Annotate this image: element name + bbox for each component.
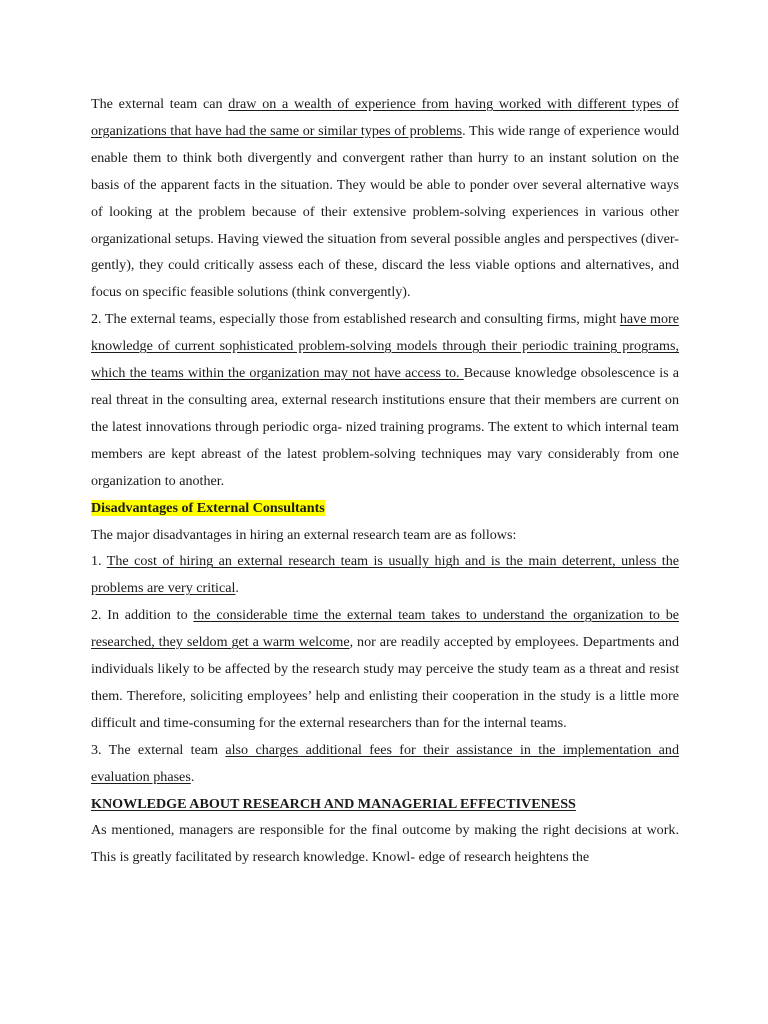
- text-run: The external team can: [91, 96, 229, 112]
- list-item-3-fees: [91, 737, 679, 791]
- text-run: As mentioned, managers are responsible for the final outcome by making the right decisions at work. This is greatly facilitated by research knowledge. Knowl- edge of research heightens the: [91, 822, 679, 866]
- text-run: 3. The external team: [91, 741, 226, 758]
- list-item-1-cost: [91, 548, 679, 602]
- underlined-heading: KNOWLEDGE ABOUT RESEARCH AND MANAGERIAL EFFECTIVENESS: [91, 795, 576, 812]
- paragraph-external-team-experience: [91, 91, 679, 306]
- highlighted-heading: Disadvantages of External Consultants: [91, 499, 325, 516]
- text-run: 2. In addition to: [91, 607, 194, 624]
- text-run: .: [190, 768, 195, 785]
- text-run: Because knowledge obsolescence is a real threat in the consulting area, external research institutions ensure that their members are current on the latest innovations through periodic orga- nized training programs. The extent to which internal team members are kept abreast of the latest problem-solving techniques may vary considerably from one organization to another.: [91, 365, 679, 489]
- underlined-text-run: the considerable time the external team takes to understand the organization to be researched, they seldom get a warm welcome: [91, 607, 679, 651]
- section-heading-knowledge: [91, 791, 679, 818]
- text-run: 2. The external teams, especially those from established research and consulting firms, might: [91, 311, 620, 328]
- paragraph-point-2-knowledge: [91, 306, 679, 494]
- underlined-text-run: draw on a wealth of experience from having worked with different types of organizations that have had the same or similar types of problems: [91, 96, 679, 139]
- text-run: , nor are readily accepted by employees. Departments and individuals likely to be affected by the research study may perceive the study team as a threat and resist them. Therefore, soliciting employees’ help and enlisting their cooperation in the study is a little more difficult and time-consuming for the external researchers than for the internal teams.: [91, 634, 679, 731]
- underlined-text-run: The cost of hiring an external research team is usually high and is the main deterrent, unless the problems are very critical: [91, 553, 679, 597]
- text-run: . This wide range of experience would enable them to think both divergently and convergent rather than hurry to an instant solution on the basis of the apparent facts in the situation. They would be able to ponder over several alternative ways of looking at the problem because of their extensive problem-solving experiences in various other organizational setups. Having viewed the situation from several possible angles and perspectives (diver- gently), they could critically assess each of these, discard the less viable options and alternatives, and focus on specific feasible solutions (think convergently).: [91, 122, 679, 301]
- document-page: [91, 91, 679, 871]
- text-run: 1.: [91, 553, 107, 570]
- paragraph-disadvantages-intro: [91, 522, 679, 549]
- underlined-text-run: have more knowledge of current sophisticated problem-solving models through their periodic training programs, which the teams within the organization may not have access to.: [91, 311, 679, 382]
- underlined-text-run: also charges additional fees for their assistance in the implementation and evaluation phases: [91, 741, 679, 785]
- paragraph-managers-responsible: [91, 817, 679, 871]
- text-run: .: [235, 580, 239, 597]
- section-heading-disadvantages: [91, 495, 679, 522]
- text-run: The major disadvantages in hiring an external research team are as follows:: [91, 526, 517, 543]
- list-item-2-time: [91, 602, 679, 737]
